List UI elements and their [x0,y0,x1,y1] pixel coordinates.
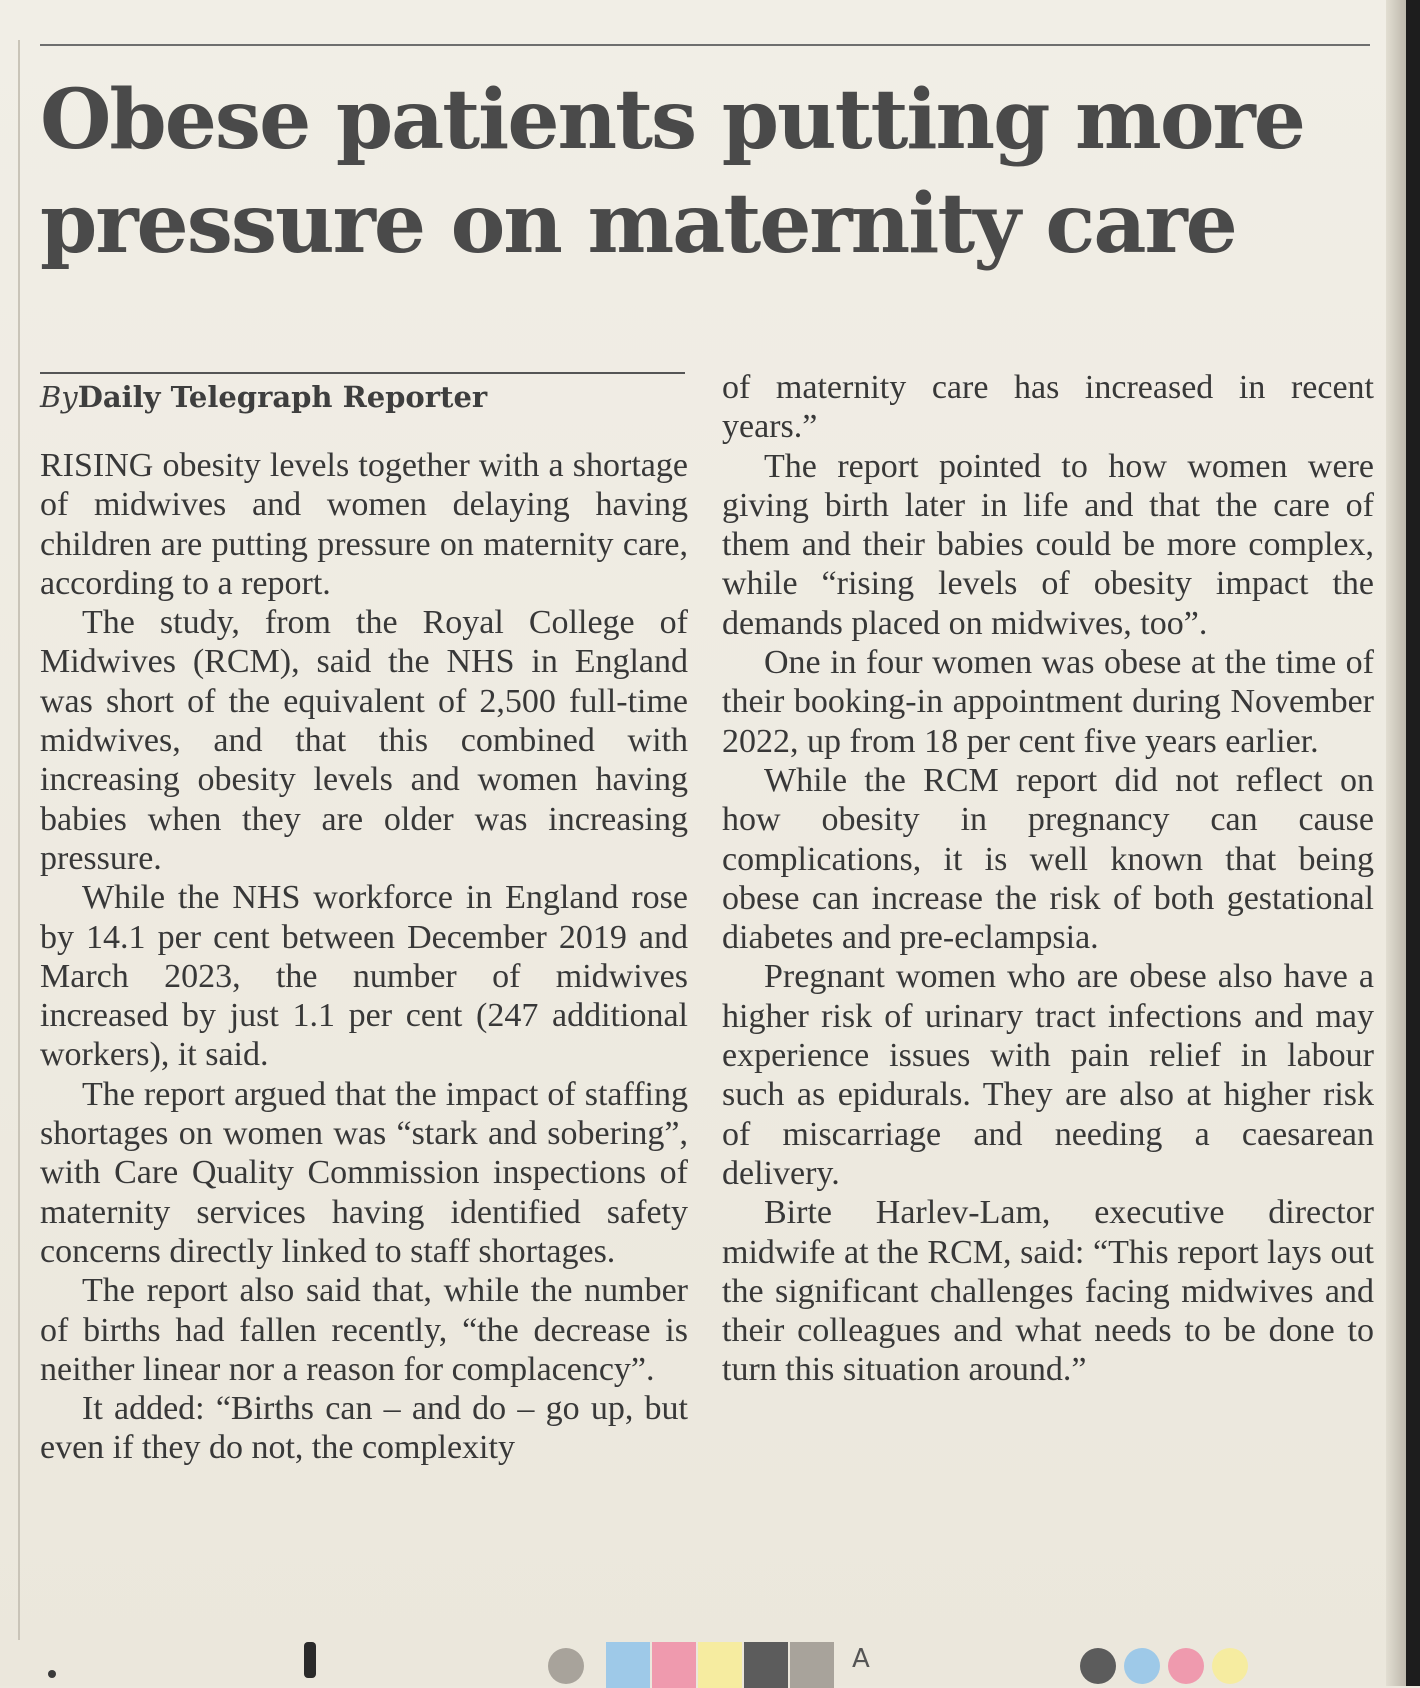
byline-author: Daily Telegraph Reporter [77,380,488,414]
paragraph: of maternity care has increased in recent years.” [722,369,1374,446]
magenta-bar-swatch [652,1642,696,1688]
headline-line-1: Obese patients putting more [40,72,1304,168]
paragraph: It added: “Births can – and do – go up, but even if they do not, the complexity [40,1390,688,1467]
cyan-circle-swatch [1124,1648,1160,1684]
headline-line-2: pressure on maternity care [40,176,1236,272]
headline [40,68,1380,276]
pin-mark [304,1642,316,1678]
article-column-left [40,446,688,1468]
pattern-bar-swatch [790,1642,834,1688]
byline-prefix: By [40,380,78,414]
print-registration-strip [0,1630,1420,1686]
registration-dot [48,1670,56,1678]
page-right-edge [1406,0,1420,1686]
black-circle-swatch [1080,1648,1116,1684]
grey-circle-swatch [548,1648,584,1684]
byline [40,380,487,414]
paragraph: The report argued that the impact of staffing shortages on women was “stark and sobering”, with Care Quality Commission inspections of maternity services having identified safety concerns directly linked to staff shortages. [40,1075,688,1270]
paragraph: RISING obesity levels together with a shortage of midwives and women delaying having children are putting pressure on maternity care, according to a report. [40,447,688,602]
page-fold-shadow [1386,0,1406,1686]
registration-letter: A [852,1644,870,1674]
top-rule [40,44,1370,46]
magenta-circle-swatch [1168,1648,1204,1684]
paragraph: The report pointed to how women were giving birth later in life and that the care of them and their babies could be more complex, while “rising levels of obesity impact the demands placed on midwives, too”. [722,447,1374,642]
byline-rule [40,372,685,374]
yellow-circle-swatch [1212,1648,1248,1684]
paragraph: Pregnant women who are obese also have a higher risk of urinary tract infections and may experience issues with pain relief in labour such as epidurals. They are also at higher risk of miscarriage and needing a caesarean delivery. [722,958,1374,1192]
paragraph: One in four women was obese at the time of their booking-in appointment during November 2022, up from 18 per cent five years earlier. [722,644,1374,760]
paragraph: The study, from the Royal College of Midwives (RCM), said the NHS in England was short of the equivalent of 2,500 full-time midwives, and that this combined with increasing obesity levels and women having babies when they are older was increasing pressure. [40,604,688,877]
paragraph: Birte Harlev-Lam, executive director midwife at the RCM, said: “This report lays out the significant challenges facing midwives and their colleagues and what needs to be done to turn this situation around.” [722,1194,1374,1389]
cyan-bar-swatch [606,1642,650,1688]
black-bar-swatch [744,1642,788,1688]
page-left-edge [18,40,20,1640]
yellow-bar-swatch [698,1642,742,1688]
paragraph: The report also said that, while the number of births had fallen recently, “the decrease is neither linear nor a reason for complacency”. [40,1272,688,1388]
paragraph: While the NHS workforce in England rose by 14.1 per cent between December 2019 and March 2023, the number of midwives increased by just 1.1 per cent (247 additional workers), it said. [40,879,688,1074]
article-column-right [722,368,1374,1390]
paragraph: While the RCM report did not reflect on how obesity in pregnancy can cause complications, it is well known that being obese can increase the risk of both gestational diabetes and pre-eclampsia. [722,761,1374,957]
